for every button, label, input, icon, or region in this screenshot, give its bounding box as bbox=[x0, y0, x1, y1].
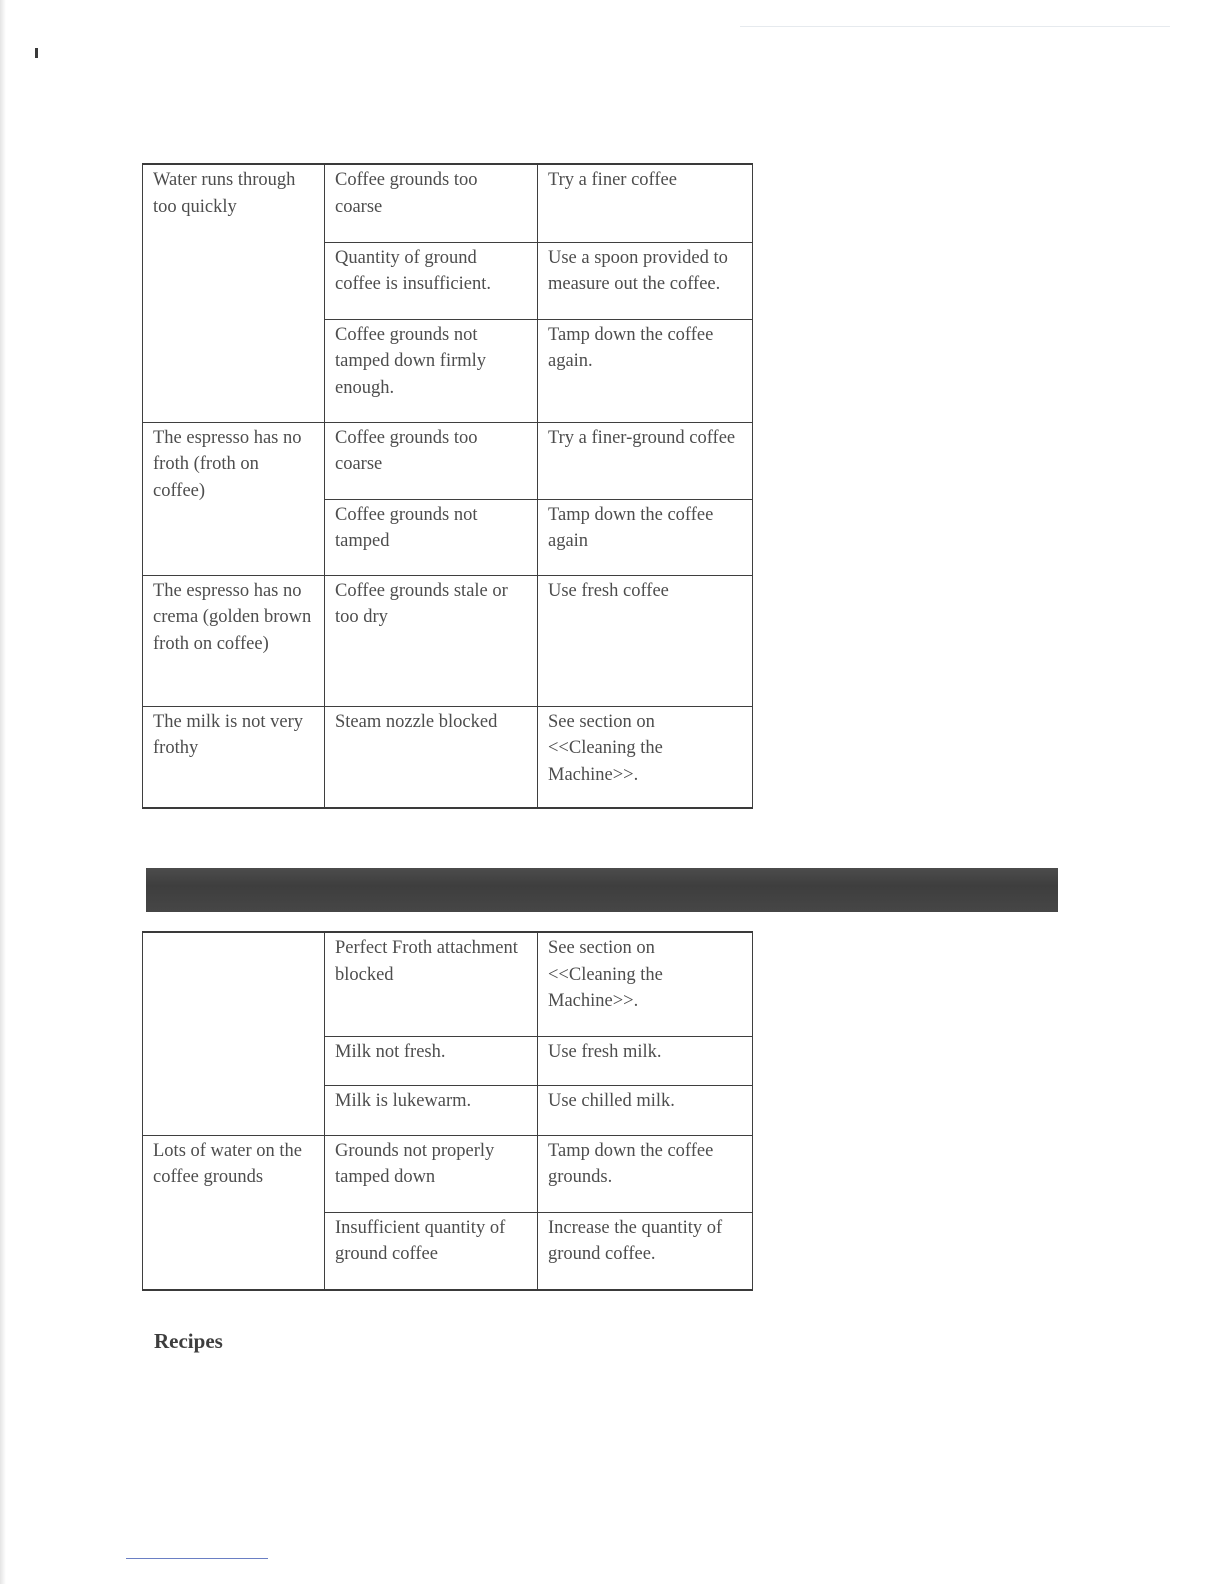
troubleshooting-table-bottom bbox=[142, 931, 753, 1291]
solution-cell: Tamp down the coffee again bbox=[538, 499, 753, 575]
scan-line bbox=[740, 26, 1170, 27]
cause-cell: Coffee grounds stale or too dry bbox=[325, 575, 538, 706]
table-row bbox=[143, 422, 753, 499]
solution-cell: Try a finer-ground coffee bbox=[538, 422, 753, 499]
cause-cell: Coffee grounds too coarse bbox=[325, 422, 538, 499]
solution-cell: Use a spoon provided to measure out the coffee. bbox=[538, 242, 753, 319]
scan-speck bbox=[35, 48, 38, 58]
cause-cell: Grounds not properly tamped down bbox=[325, 1135, 538, 1212]
redaction-band bbox=[146, 868, 1058, 912]
solution-cell: Use chilled milk. bbox=[538, 1085, 753, 1135]
cause-cell: Steam nozzle blocked bbox=[325, 706, 538, 808]
cause-cell: Insufficient quantity of ground coffee bbox=[325, 1212, 538, 1290]
table-row bbox=[143, 706, 753, 808]
table-row bbox=[143, 164, 753, 242]
table-row bbox=[143, 1135, 753, 1212]
problem-cell: Lots of water on the coffee grounds bbox=[143, 1135, 325, 1290]
problem-cell: The espresso has no crema (golden brown froth on coffee) bbox=[143, 575, 325, 706]
solution-cell: See section on <<Cleaning the Machine>>. bbox=[538, 932, 753, 1036]
cause-cell: Coffee grounds not tamped down firmly enough. bbox=[325, 319, 538, 422]
table-row bbox=[143, 575, 753, 706]
cause-cell: Coffee grounds not tamped bbox=[325, 499, 538, 575]
problem-cell bbox=[143, 932, 325, 1135]
problem-cell: The espresso has no froth (froth on coffee) bbox=[143, 422, 325, 575]
solution-cell: Use fresh milk. bbox=[538, 1036, 753, 1085]
cause-cell: Milk is lukewarm. bbox=[325, 1085, 538, 1135]
solution-cell: Increase the quantity of ground coffee. bbox=[538, 1212, 753, 1290]
scan-edge bbox=[0, 0, 6, 1584]
solution-cell: Tamp down the coffee grounds. bbox=[538, 1135, 753, 1212]
section-heading-recipes: Recipes bbox=[154, 1329, 223, 1353]
problem-cell: The milk is not very frothy bbox=[143, 706, 325, 808]
cause-cell: Milk not fresh. bbox=[325, 1036, 538, 1085]
cause-cell: Perfect Froth attachment blocked bbox=[325, 932, 538, 1036]
solution-cell: Try a finer coffee bbox=[538, 164, 753, 242]
solution-cell: Use fresh coffee bbox=[538, 575, 753, 706]
solution-cell: Tamp down the coffee again. bbox=[538, 319, 753, 422]
scan-line bbox=[126, 1558, 268, 1559]
troubleshooting-table-top bbox=[142, 163, 753, 809]
solution-cell: See section on <<Cleaning the Machine>>. bbox=[538, 706, 753, 808]
table-row bbox=[143, 932, 753, 1036]
cause-cell: Quantity of ground coffee is insufficient. bbox=[325, 242, 538, 319]
cause-cell: Coffee grounds too coarse bbox=[325, 164, 538, 242]
problem-cell: Water runs through too quickly bbox=[143, 164, 325, 422]
